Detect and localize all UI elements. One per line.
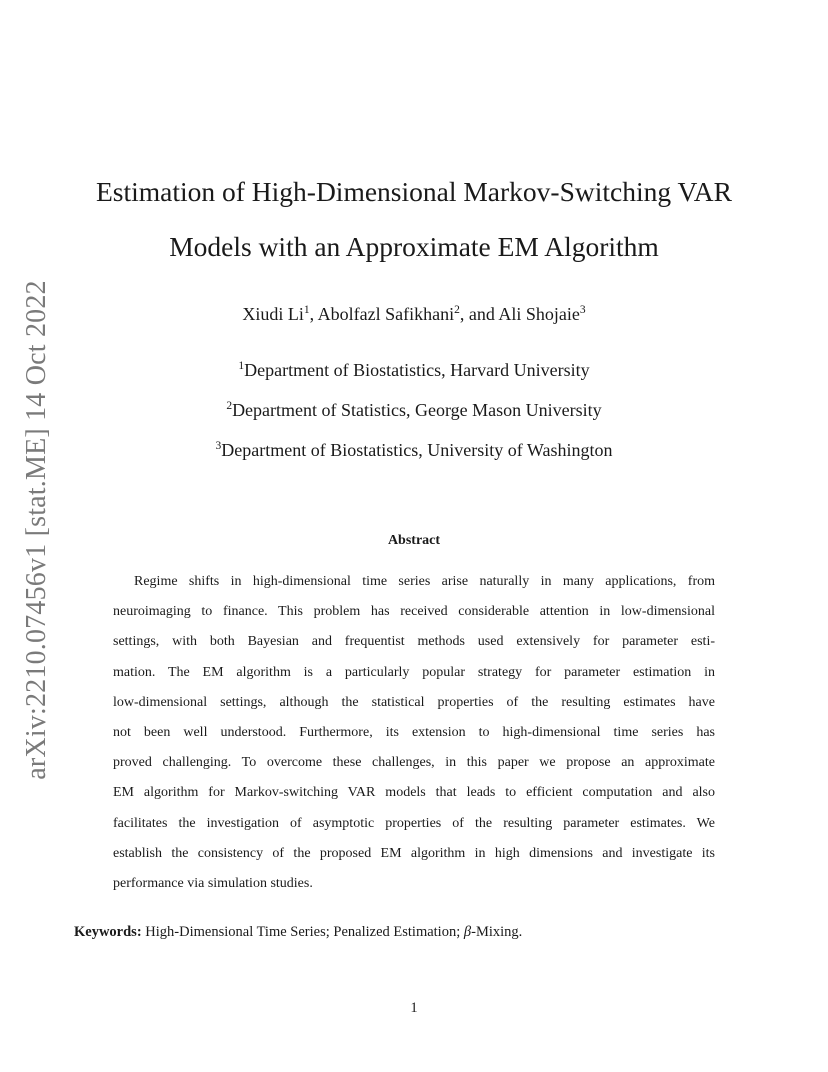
author-list: [0, 305, 828, 323]
keywords-text: High-Dimensional Time Series; Penalized Estimation;: [145, 924, 461, 940]
abstract-line: neuroimaging to finance. This problem has received considerable attention in low-dimensional: [113, 604, 715, 620]
beta-symbol: β: [463, 924, 472, 940]
keywords: [74, 924, 522, 941]
abstract-line: low-dimensional settings, although the statistical properties of the resulting estimates have: [113, 694, 715, 710]
abstract-line: Regime shifts in high-dimensional time series arise naturally in many applications, from: [134, 574, 715, 589]
affiliation-mark: 2: [226, 400, 233, 412]
affiliation: [0, 401, 828, 419]
affiliation-mark: 1: [238, 360, 245, 372]
page-number: 1: [410, 1000, 418, 1016]
keywords-suffix: -Mixing.: [471, 924, 523, 940]
abstract-body: [113, 567, 715, 899]
affiliation: [0, 361, 828, 379]
author-name: Ali Shojaie: [498, 304, 580, 324]
abstract-line: settings, with both Bayesian and frequentist methods used extensively for parameter esti-: [113, 634, 715, 650]
affiliation-mark: 3: [215, 440, 222, 452]
abstract-line: proved challenging. To overcome these challenges, in this paper we propose an approximate: [113, 755, 715, 771]
abstract-line: mation. The EM algorithm is a particularly popular strategy for parameter estimation in: [113, 664, 715, 680]
paper-title-line-1: Estimation of High-Dimensional Markov-Switching VAR: [95, 176, 733, 207]
abstract-line: EM algorithm for Markov-switching VAR models that leads to efficient computation and also: [113, 785, 715, 801]
keywords-label: Keywords:: [74, 924, 142, 940]
abstract-line: performance via simulation studies.: [113, 875, 313, 891]
author-name: Abolfazl Safikhani: [317, 304, 455, 324]
affiliation: [0, 441, 828, 459]
author-separator: ,: [309, 304, 318, 324]
author-separator: , and: [459, 304, 499, 324]
author-affiliation-mark: 1: [303, 304, 310, 316]
arxiv-identifier-stamp: arXiv:2210.07456v1 [stat.ME] 14 Oct 2022: [21, 280, 52, 780]
author-name: Xiudi Li: [242, 304, 304, 324]
paper-title-line-2: Models with an Approximate EM Algorithm: [169, 231, 659, 262]
affiliation-text: Department of Biostatistics, University of Washington: [221, 440, 613, 460]
affiliation-text: Department of Statistics, George Mason University: [232, 400, 602, 420]
abstract-line: establish the consistency of the proposed EM algorithm in high dimensions and investigate its: [113, 845, 715, 861]
author-affiliation-mark: 2: [454, 304, 460, 316]
author-affiliation-mark: 3: [579, 304, 586, 316]
abstract-heading: Abstract: [387, 533, 441, 548]
affiliation-text: Department of Biostatistics, Harvard University: [244, 360, 590, 380]
abstract-line: facilitates the investigation of asymptotic properties of the resulting parameter estimates. We: [113, 815, 715, 831]
abstract-line: not been well understood. Furthermore, its extension to high-dimensional time series has: [113, 724, 715, 740]
